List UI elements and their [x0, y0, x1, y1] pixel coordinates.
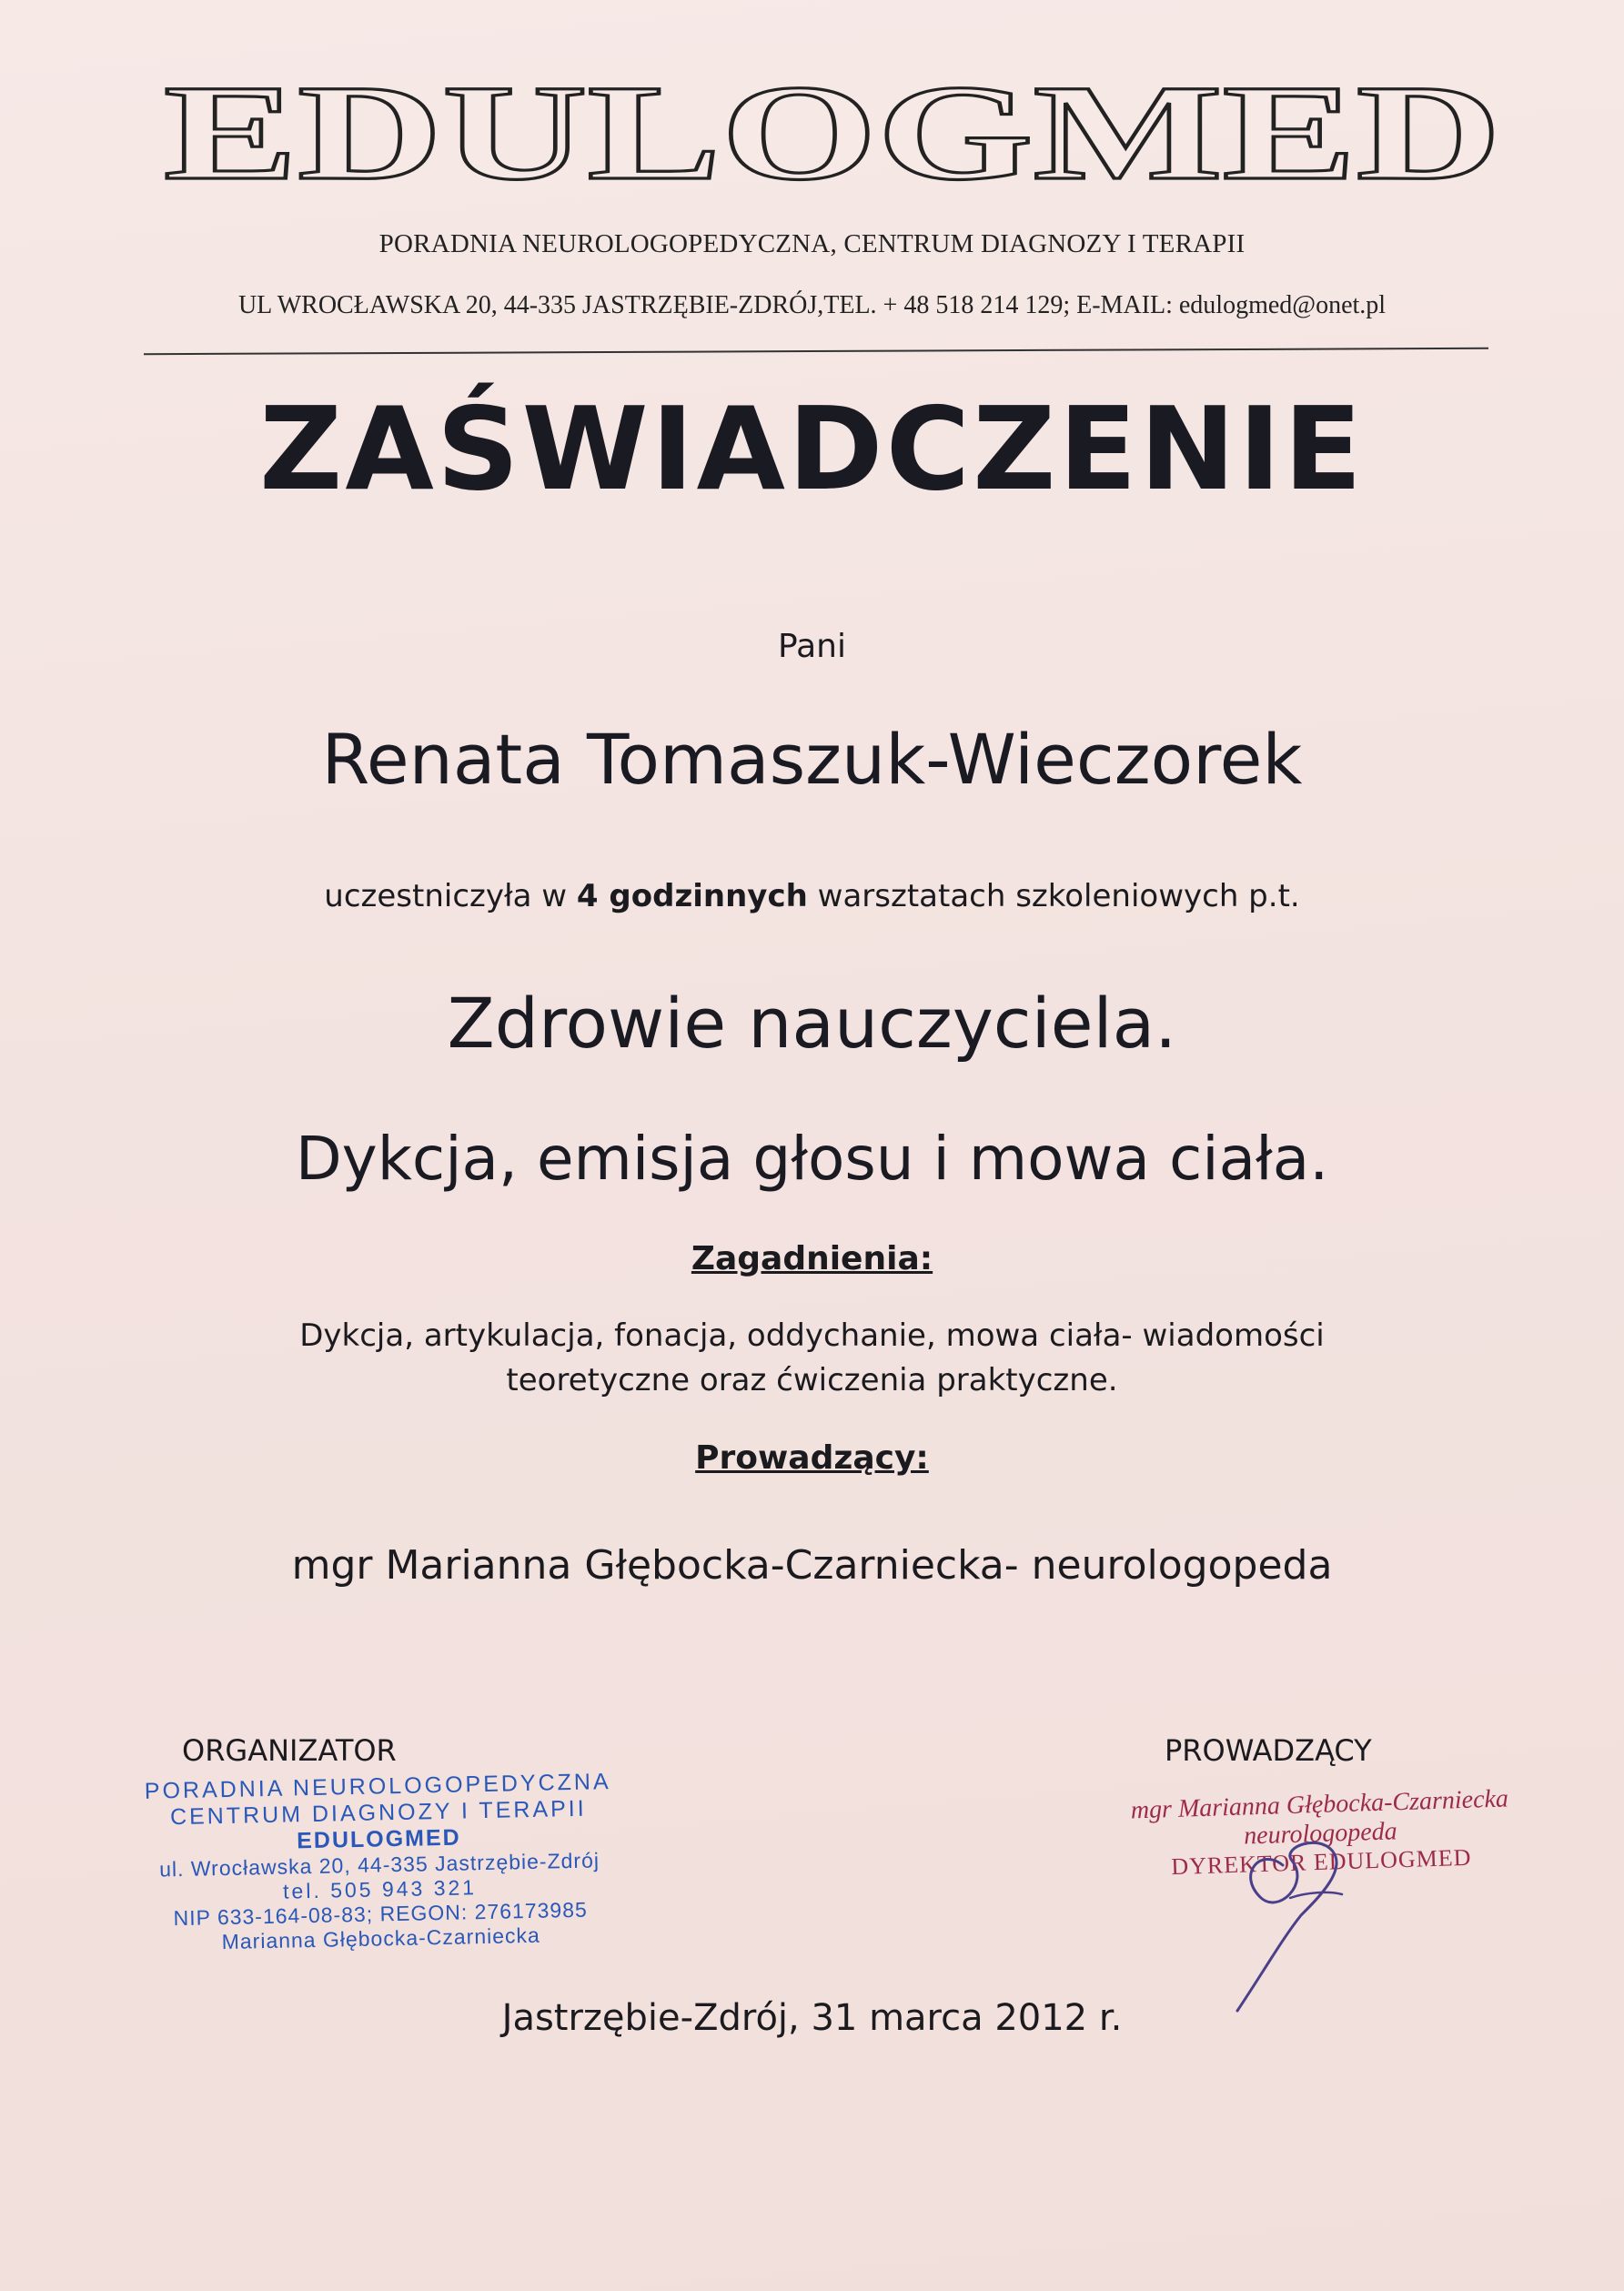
participation-post: warsztatach szkoleniowych p.t.	[817, 878, 1300, 914]
clinic-subtitle: PORADNIA NEUROLOGOPEDYCZNA, CENTRUM DIAGNOZY I TERAPII	[378, 229, 1246, 258]
stamp-line: NIP 633-164-08-83; REGON: 276173985	[173, 1897, 588, 1931]
place-and-date: Jastrzębie-Zdrój, 31 marca 2012 r.	[501, 1997, 1123, 2039]
topics-heading: Zagadnienia:	[691, 1240, 933, 1277]
lead-label: PROWADZĄCY	[1165, 1733, 1372, 1768]
stamp-line: ul. Wrocławska 20, 44-335 Jastrzębie-Zdrój	[158, 1848, 600, 1882]
course-subtitle: Dykcja, emisja głosu i mowa ciała.	[295, 1124, 1329, 1194]
participation-hours: 4 godzinnych	[576, 878, 808, 914]
clinic-address: UL WROCŁAWSKA 20, 44-335 JASTRZĘBIE-ZDRÓJ,TEL. + 48 518 214 129; E-MAIL: edulogmed@onet.pl	[237, 291, 1387, 319]
stamp-line: mgr Marianna Głębocka-Czarniecka	[1130, 1784, 1509, 1825]
stamp-line: CENTRUM DIAGNOZY I TERAPII	[169, 1795, 587, 1831]
svg-text:EDULOGMED: EDULOGMED	[164, 71, 1501, 207]
course-title: Zdrowie nauczyciela.	[447, 983, 1177, 1064]
header-divider	[144, 348, 1488, 355]
stamp-line: EDULOGMED	[296, 1824, 461, 1854]
stamp-line: PORADNIA NEUROLOGOPEDYCZNA	[144, 1769, 611, 1804]
recipient-name: Renata Tomaszuk-Wieczorek	[321, 719, 1303, 800]
topics-line-1: Dykcja, artykulacja, fonacja, oddychanie, mowa ciała- wiadomości	[299, 1317, 1325, 1354]
edulogmed-logo	[155, 71, 1510, 207]
lead-heading: Prowadzący:	[695, 1439, 929, 1477]
stamp-line: DYREKTOR EDULOGMED	[1170, 1843, 1472, 1881]
organizer-label: ORGANIZATOR	[182, 1733, 397, 1768]
participation-pre: uczestniczyła w	[324, 878, 568, 914]
topics-line-2: teoretyczne oraz ćwiczenia praktyczne.	[506, 1362, 1118, 1398]
salutation: Pani	[778, 628, 846, 665]
stamp-line: neurologopeda	[1243, 1817, 1398, 1851]
stamp-line: Marianna Głębocka-Czarniecka	[221, 1923, 541, 1954]
certificate-title: ZAŚWIADCZENIE	[259, 382, 1365, 516]
signature	[1183, 1811, 1456, 2029]
lead-name: mgr Marianna Głębocka-Czarniecka- neurologopeda	[291, 1542, 1333, 1589]
organizer-stamp	[136, 1769, 622, 1970]
participation-statement	[0, 878, 1624, 914]
stamp-line: tel. 505 943 321	[282, 1875, 478, 1903]
